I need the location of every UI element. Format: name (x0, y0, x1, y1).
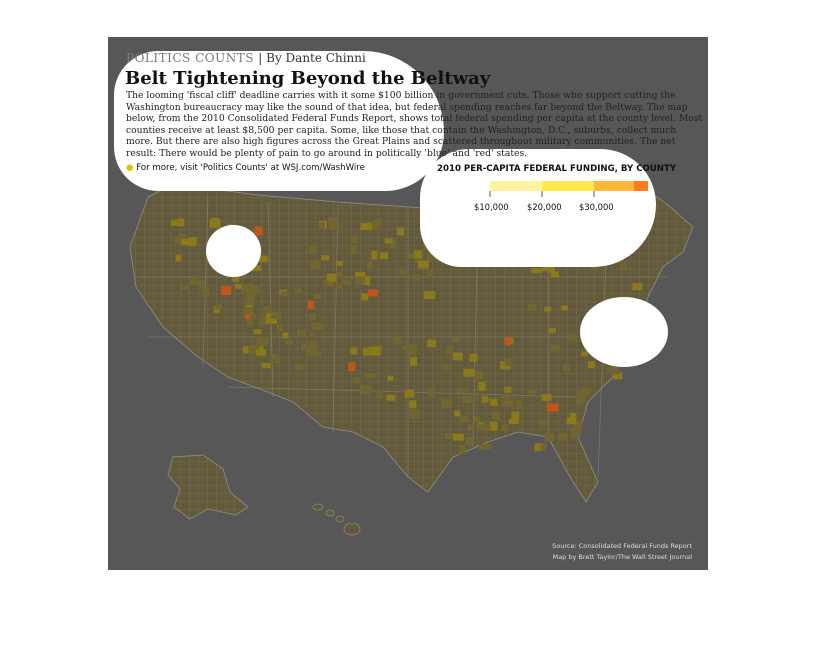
county-cell (478, 382, 485, 391)
county-cell (460, 445, 466, 454)
legend-swatch-1 (490, 181, 542, 191)
more-link-text: For more, visit 'Politics Counts' at WSJ.com/WashWire (136, 163, 365, 173)
county-cell (427, 339, 436, 347)
county-cell (275, 356, 281, 363)
county-cell (613, 366, 619, 375)
county-cell (575, 394, 585, 402)
county-cell (361, 294, 368, 301)
county-cell (427, 270, 433, 278)
county-cell (482, 424, 491, 431)
county-cell (176, 255, 182, 262)
section-label: POLITICS COUNTS (126, 51, 254, 65)
county-cell (462, 395, 472, 403)
legend-title: 2010 PER-CAPITA FEDERAL FUNDING, BY COUNTY (437, 164, 677, 174)
county-cell (329, 221, 340, 230)
county-cell (453, 434, 464, 441)
county-cell (350, 347, 357, 354)
legend-swatch-3 (594, 181, 634, 191)
kicker (126, 51, 366, 65)
county-cell (263, 336, 269, 344)
map-panel (108, 37, 708, 570)
county-cell (463, 369, 474, 377)
county-cell (474, 371, 484, 379)
county-cell (314, 351, 322, 356)
county-cell (181, 239, 190, 245)
county-cell (570, 413, 576, 418)
county-cell (318, 223, 325, 229)
county-cell (511, 412, 519, 421)
byline: | By Dante Chinni (258, 51, 366, 65)
county-cell (588, 361, 595, 368)
county-cell (255, 226, 263, 235)
county-cell (482, 396, 488, 402)
county-cell (441, 399, 452, 408)
county-cell (532, 268, 543, 273)
county-cell (457, 388, 467, 393)
county-cell (361, 223, 372, 230)
county-cell (370, 347, 381, 356)
county-cell (470, 354, 478, 362)
county-cell (321, 255, 329, 260)
county-cell (505, 358, 511, 366)
county-cell (285, 340, 293, 345)
county-cell (540, 443, 547, 451)
legend-tick-10k: $10,000 (474, 202, 509, 212)
bullet-icon: ● (126, 163, 134, 173)
county-cell (243, 308, 251, 315)
county-cell (380, 252, 388, 259)
county-cell (409, 400, 416, 408)
county-cell (336, 261, 343, 266)
county-cell (375, 219, 382, 225)
legend-tick-30k: $30,000 (579, 202, 614, 212)
county-cell (271, 312, 281, 319)
county-cell (410, 410, 420, 419)
county-cell (540, 420, 547, 426)
pacific-northwest-highlight (206, 225, 261, 277)
county-cell (311, 260, 321, 269)
article-body: The looming 'fiscal cliff' deadline carries with it some $100 billion in government cuts. Those who support cutting the Washington bureaucracy may like the sound of that idea, but federal spending reaches far beyond the Beltway. The map below, from the 2010 Consolidated Federal Funds Report, shows total federal spending per capita at the county level. Most counties receive at least $8,500 per capita. Some, like those that contain the Washington, D.C., suburbs, collect much more. But there are also high figures across the Great Plains and scattered throughout military communities. The net result: There would be plenty of pain to go around in politically 'blue' and 'red' states. (126, 90, 703, 159)
county-cell (281, 291, 289, 296)
more-link[interactable] (126, 163, 365, 173)
county-cell (569, 335, 577, 341)
county-cell (547, 403, 558, 410)
county-cell (245, 297, 255, 305)
county-cell (252, 286, 260, 293)
alaska (168, 455, 248, 519)
county-cell (454, 411, 460, 417)
county-cell (549, 328, 556, 333)
county-cell (298, 329, 307, 337)
county-cell (328, 217, 337, 222)
county-cell (350, 245, 356, 254)
county-cell (327, 274, 337, 282)
county-cell (410, 357, 417, 366)
county-cell (445, 433, 453, 439)
county-cell (402, 345, 412, 350)
county-cell (361, 385, 372, 394)
county-cell (309, 341, 317, 349)
county-cell (295, 288, 302, 293)
county-cell (428, 388, 434, 397)
county-cell (571, 428, 581, 437)
county-cell (308, 300, 314, 309)
county-cell (563, 365, 570, 371)
county-cell (309, 246, 318, 253)
county-cell (492, 411, 501, 420)
county-cell (386, 395, 395, 401)
county-cell (505, 337, 511, 345)
county-cell (505, 387, 512, 393)
county-cell (516, 400, 522, 409)
county-cell (246, 319, 253, 325)
county-cell (501, 424, 508, 431)
county-cell (442, 365, 451, 370)
county-cell (190, 276, 197, 285)
county-cell (256, 349, 266, 355)
county-cell (544, 433, 554, 441)
county-cell (277, 324, 283, 332)
county-cell (250, 313, 256, 319)
county-cell (477, 424, 483, 429)
county-cell (351, 235, 358, 243)
county-cell (376, 391, 383, 399)
county-cell (418, 261, 429, 269)
county-cell (453, 353, 463, 361)
county-cell (263, 306, 272, 313)
county-cell (363, 348, 369, 356)
county-cell (528, 304, 536, 311)
county-cell (501, 394, 510, 402)
county-cell (221, 286, 231, 295)
county-cell (254, 329, 261, 334)
legend-swatch-4 (634, 181, 648, 191)
county-cell (283, 332, 289, 338)
county-cell (203, 289, 210, 298)
county-cell (309, 315, 316, 321)
map-credit: Map by Brett Taylor/The Wall Street Journal (552, 553, 692, 561)
county-cell (388, 376, 394, 381)
county-cell (385, 238, 393, 243)
county-cell (414, 250, 422, 258)
county-cell (313, 294, 321, 299)
county-cell (199, 280, 205, 289)
county-cell (181, 285, 189, 290)
county-cell (215, 305, 222, 310)
county-cell (424, 291, 435, 299)
county-cell (453, 338, 459, 343)
county-cell (479, 445, 487, 450)
county-cell (367, 262, 373, 268)
county-cell (235, 284, 242, 289)
hawaii (313, 504, 360, 535)
county-cell (342, 280, 351, 285)
county-cell (399, 269, 405, 275)
legend-scale (488, 179, 653, 199)
county-cell (211, 218, 218, 227)
county-cell (368, 290, 378, 297)
county-cell (371, 251, 377, 260)
county-cell (466, 437, 473, 445)
county-cell (528, 389, 537, 394)
county-cell (567, 417, 577, 424)
county-cell (353, 377, 361, 384)
county-cell (414, 275, 420, 281)
legend-tick-20k: $20,000 (527, 202, 562, 212)
county-cell (295, 364, 304, 370)
county-cell (348, 362, 355, 371)
county-cell (365, 373, 375, 378)
source-credit: Source: Consolidated Federal Funds Report (552, 542, 692, 550)
county-cell (535, 443, 541, 451)
washington-dc-highlight (580, 297, 668, 367)
county-cell (262, 363, 271, 368)
county-cell (606, 367, 614, 372)
county-cell (177, 218, 184, 226)
page-title: Belt Tightening Beyond the Beltway (125, 68, 491, 89)
county-cell (542, 394, 552, 401)
county-cell (551, 345, 560, 352)
county-cell (490, 422, 498, 431)
county-cell (583, 388, 591, 395)
county-cell (474, 416, 480, 423)
county-cell (312, 323, 323, 330)
county-cell (336, 283, 343, 288)
county-cell (469, 424, 475, 430)
county-cell (558, 433, 568, 441)
county-cell (397, 228, 404, 236)
county-cell (179, 234, 186, 239)
legend-swatch-2 (542, 181, 594, 191)
county-cell (310, 333, 316, 338)
county-cell (491, 399, 498, 406)
county-cell (393, 337, 401, 345)
county-cell (355, 277, 365, 284)
county-cell (620, 262, 627, 270)
county-cell (561, 305, 568, 310)
county-cell (405, 390, 414, 398)
county-cell (460, 416, 469, 423)
county-cell (446, 347, 453, 354)
county-cell (336, 271, 342, 278)
county-cell (544, 307, 551, 312)
county-cell (632, 283, 642, 290)
